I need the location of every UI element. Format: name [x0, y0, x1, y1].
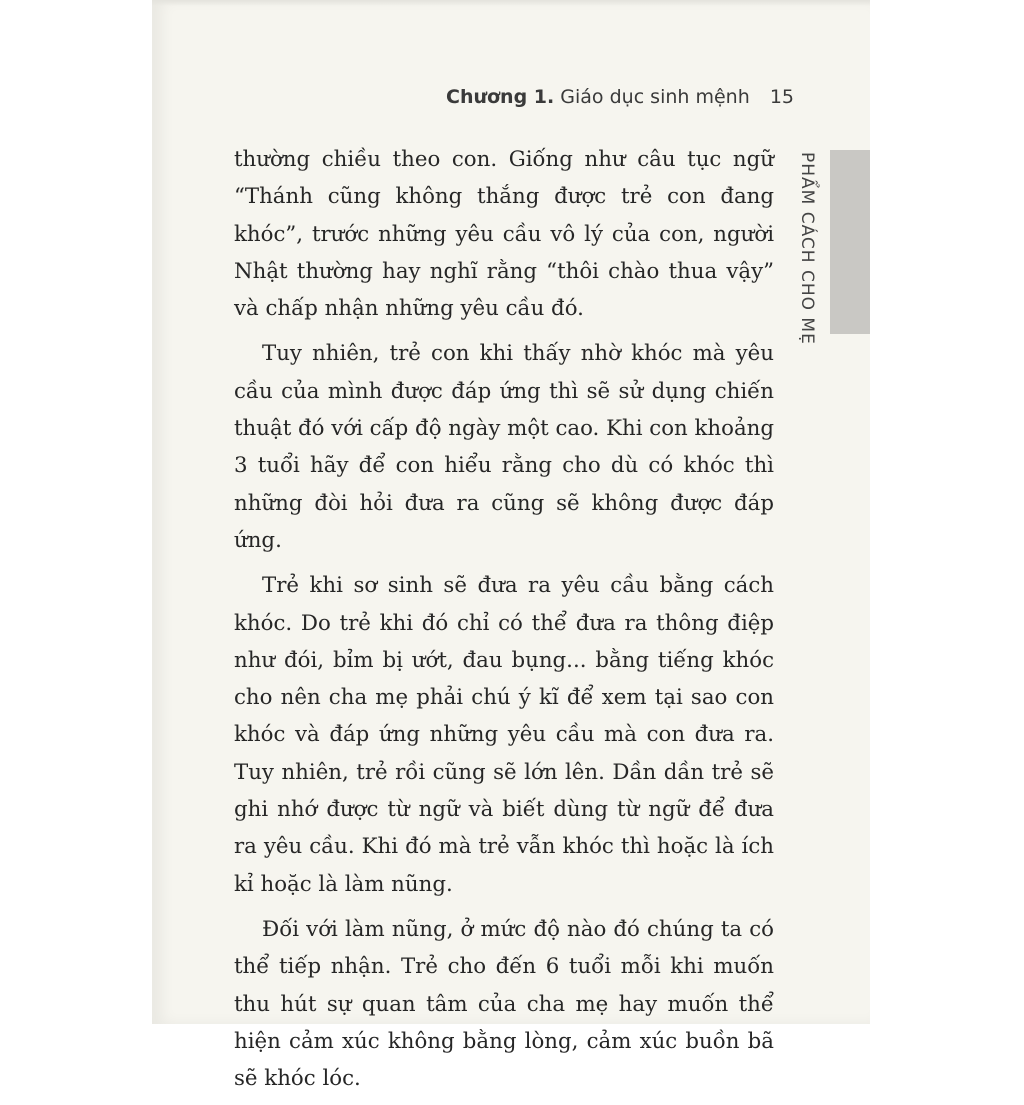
paragraph: Đối với làm nũng, ở mức độ nào đó chúng ta có thể tiếp nhận. Trẻ cho đến 6 tuổi mỗi khi muốn thu hút sự quan tâm của cha mẹ hay muốn thể hiện cảm xúc không bằng lòng, cảm xúc buồn bã sẽ khóc lóc.: [234, 916, 774, 1092]
page-edge-shadow: [152, 0, 870, 6]
page-number: 15: [769, 86, 794, 108]
side-tab-label: PHẨM CÁCH CHO MẸ: [797, 152, 817, 345]
side-tab: [830, 150, 870, 334]
chapter-number: Chương 1.: [446, 86, 555, 108]
book-page: [152, 0, 870, 1092]
paragraph: thường chiều theo con. Giống như câu tục ngữ “Thánh cũng không thắng được trẻ con đang khóc”, trước những yêu cầu vô lý của con, người Nhật thường hay nghĩ rằng “thôi chào thua vậy” và chấp nhận những yêu cầu đó.: [234, 147, 774, 322]
body-text: [234, 141, 774, 1105]
paragraph: Trẻ khi sơ sinh sẽ đưa ra yêu cầu bằng cách khóc. Do trẻ khi đó chỉ có thể đưa ra thông điệp như đói, bỉm bị ướt, đau bụng... bằng tiếng khóc cho nên cha mẹ phải chú ý kĩ để xem tại sao con khóc và đáp ứng những yêu cầu mà con đưa ra. Tuy nhiên, trẻ rồi cũng sẽ lớn lên. Dần dần trẻ sẽ ghi nhớ được từ ngữ và biết dùng từ ngữ để đưa ra yêu cầu. Khi đó mà trẻ vẫn khóc thì hoặc là ích kỉ hoặc là làm nũng.: [234, 573, 774, 897]
running-header: [152, 86, 794, 108]
chapter-title: Giáo dục sinh mệnh: [560, 86, 750, 108]
paragraph: Tuy nhiên, trẻ con khi thấy nhờ khóc mà yêu cầu của mình được đáp ứng thì sẽ sử dụng chiến thuật đó với cấp độ ngày một cao. Khi con khoảng 3 tuổi hãy để con hiểu rằng cho dù có khóc thì những đòi hỏi đưa ra cũng sẽ không được đáp ứng.: [234, 341, 775, 553]
